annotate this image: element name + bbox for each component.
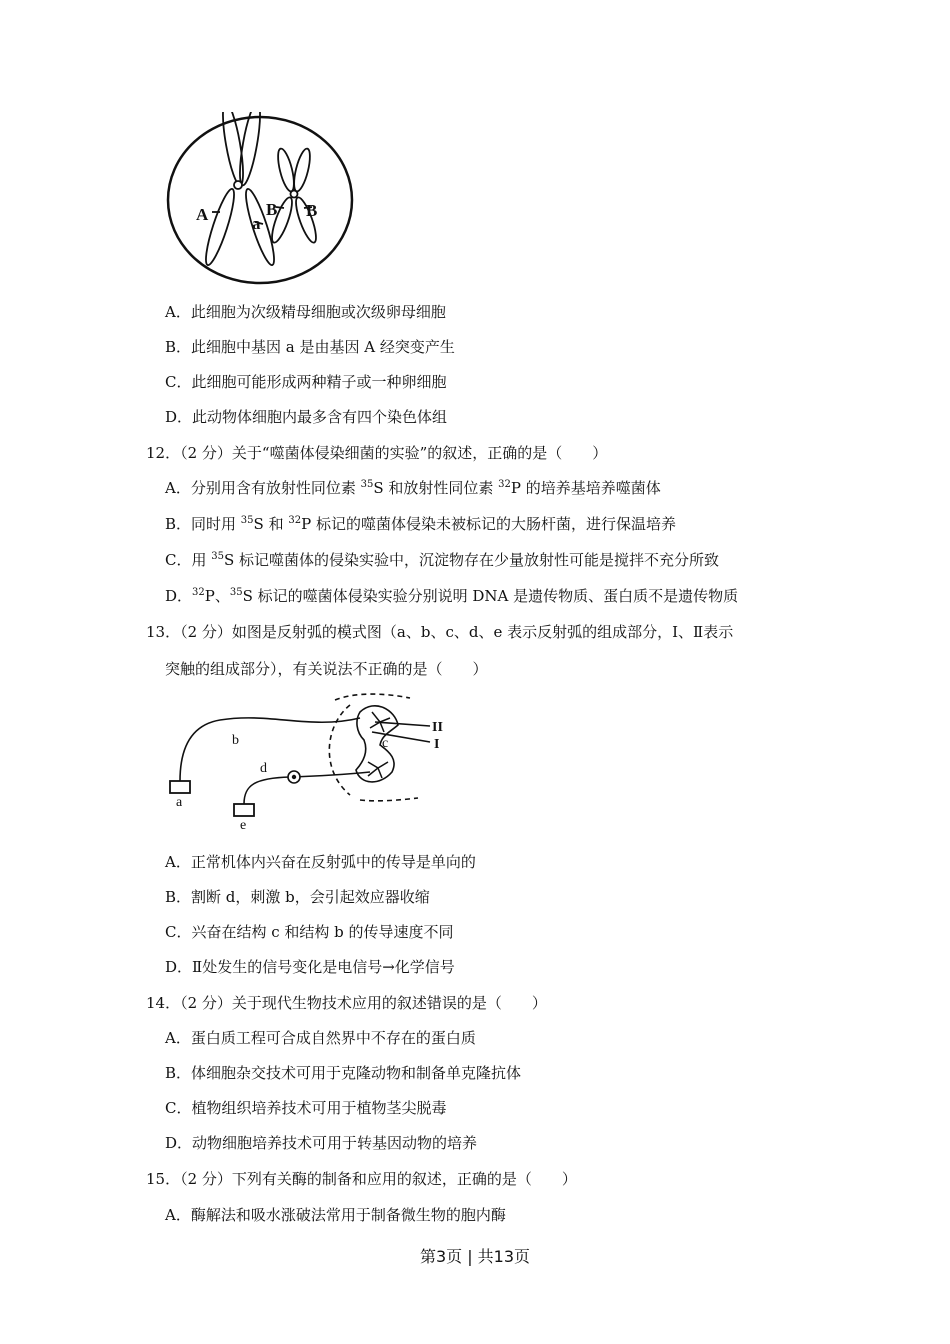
q13-option-b: B．割断 d，刺激 b，会引起效应器收缩 [165, 888, 430, 906]
q12-option-c: C．用 $^{35}$S 标记噬菌体的侵染实验中，沉淀物存在少量放射性可能是搅拌不充分所致 [165, 551, 720, 569]
q11-option-a: A．此细胞为次级精母细胞或次级卵母细胞 [165, 303, 446, 321]
cell-chromosome-figure [160, 112, 360, 292]
reflex-label-d: d [260, 761, 267, 776]
q15-stem: 15．（2 分）下列有关酶的制备和应用的叙述，正确的是（ ） [146, 1170, 577, 1188]
reflex-label-b: b [232, 733, 239, 748]
gene-label-a: a [252, 214, 261, 233]
q13-stem-line2: 突触的组成部分），有关说法不正确的是（ ） [165, 660, 488, 678]
q11-option-b: B．此细胞中基因 a 是由基因 A 经突变产生 [165, 338, 455, 356]
q14-option-a: A．蛋白质工程可合成自然界中不存在的蛋白质 [165, 1029, 476, 1047]
q12-option-a: A．分别用含有放射性同位素 $^{35}$S 和放射性同位素 $^{32}$P 的培养基培养噬菌体 [165, 479, 661, 497]
reflex-label-I: I [434, 737, 440, 752]
q13-option-d: D．Ⅱ处发生的信号变化是电信号→化学信号 [165, 958, 455, 976]
q14-option-b: B．体细胞杂交技术可用于克隆动物和制备单克隆抗体 [165, 1064, 522, 1082]
q12-option-d: D．$^{32}$P、$^{35}$S 标记的噬菌体侵染实验分别说明 DNA 是遗传物质、蛋白质不是遗传物质 [165, 587, 739, 605]
chromosome-large [201, 112, 279, 267]
q12-option-b: B．同时用 $^{35}$S 和 $^{32}$P 标记的噬菌体侵染未被标记的大肠杆菌，进行保温培养 [165, 515, 676, 533]
gene-label-B-right: B [306, 201, 318, 220]
q11-option-d: D．此动物体细胞内最多含有四个染色体组 [165, 408, 448, 426]
reflex-label-a: a [176, 795, 183, 810]
q14-stem: 14．（2 分）关于现代生物技术应用的叙述错误的是（ ） [146, 994, 547, 1012]
q15-option-a: A．酶解法和吸水涨破法常用于制备微生物的胞内酶 [165, 1206, 506, 1224]
q14-option-c: C．植物组织培养技术可用于植物茎尖脱毒 [165, 1099, 447, 1117]
reflex-arc-figure [160, 690, 460, 835]
reflex-label-e: e [240, 818, 247, 833]
q13-stem-line1: 13．（2 分）如图是反射弧的模式图（a、b、c、d、e 表示反射弧的组成部分，Ⅰ、Ⅱ表示 [146, 623, 734, 641]
reflex-label-II: II [432, 720, 443, 735]
gene-label-B-left: B [266, 200, 278, 219]
page-number-footer: 第3页 | 共13页 [419, 1247, 531, 1266]
q14-option-d: D．动物细胞培养技术可用于转基因动物的培养 [165, 1134, 478, 1152]
reflex-label-c: c [382, 736, 389, 751]
q11-option-c: C．此细胞可能形成两种精子或一种卵细胞 [165, 373, 447, 391]
gene-label-A: A [196, 205, 209, 224]
q13-option-c: C．兴奋在结构 c 和结构 b 的传导速度不同 [165, 923, 454, 941]
q13-option-a: A．正常机体内兴奋在反射弧中的传导是单向的 [165, 853, 476, 871]
q12-stem: 12．（2 分）关于“噬菌体侵染细菌的实验”的叙述，正确的是（ ） [146, 444, 608, 462]
